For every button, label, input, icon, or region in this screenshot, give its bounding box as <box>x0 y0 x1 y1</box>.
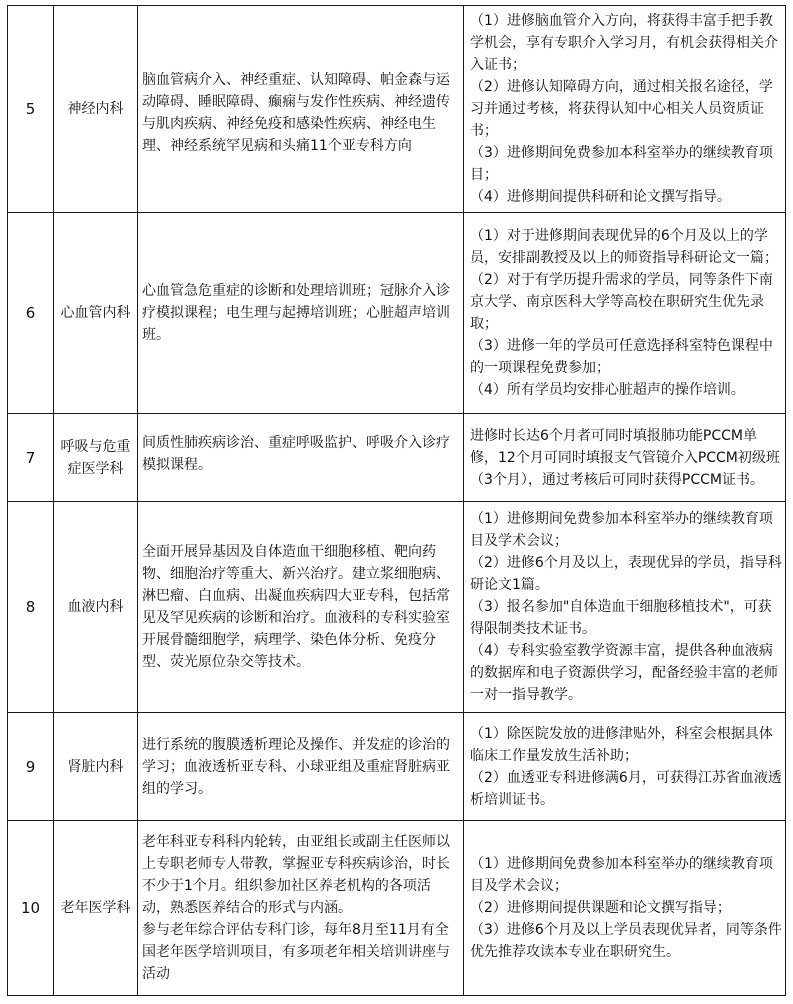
description-text: 进行系统的腹膜透析理论及操作、并发症的诊治的学习；血液透析亚专科、小球亚组及重症肾脏病亚组的学习。 <box>142 736 450 797</box>
description-text: 间质性肺疾病诊治、重症呼吸监护、呼吸介入诊疗模拟课程。 <box>142 435 450 473</box>
description-text: 参与老年综合评估专科门诊，每年8月至11月有全国老年医学培训项目，有多项老年相关培训讲座与活动 <box>142 922 450 982</box>
description-text: 脑血管病介入、神经重症、认知障碍、帕金森与运动障碍、睡眠障碍、癫痫与发作性疾病、神经遗传与肌肉疾病、神经免疫和感染性疾病、神经电生理、神经系统罕见病和头痛11个亚专科方向 <box>142 72 450 154</box>
training-table <box>7 5 786 996</box>
benefit-item: （4）专科实验室教学资源丰富，提供各种血液病的数据库和电子资源供学习，配备经验丰富的老师一对一指导教学。 <box>470 643 778 703</box>
benefits-cell <box>464 821 786 996</box>
benefit-item: （4）进修期间提供科研和论文撰写指导。 <box>470 189 731 205</box>
training-description <box>138 502 464 713</box>
training-description <box>138 713 464 821</box>
table-row <box>8 713 786 821</box>
description-text: 老年科亚专科科内轮转，由亚组长或副主任医师以上专职老师专人带教，掌握亚专科疾病诊治，时长不少于1个月。组织参加社区养老机构的各项活动，熟悉医养结合的形式与内涵。 <box>142 834 450 916</box>
benefit-item: （4）所有学员均安排心脏超声的操作培训。 <box>470 382 745 398</box>
benefit-item: 进修时长达6个月者可同时填报肺功能PCCM单修，12个月可同时填报支气管镜介入PCCM初级班（3个月），通过考核后可同时获得PCCM证书。 <box>470 427 780 488</box>
benefits-cell <box>464 502 786 713</box>
benefits-cell <box>464 713 786 821</box>
row-index: 10 <box>8 821 54 996</box>
benefit-item: （3）进修一年的学员可任意选择科室特色课程中的一项课程免费参加； <box>470 338 773 376</box>
row-index: 7 <box>8 414 54 502</box>
benefit-item: （2）进修期间提供课题和论文撰写指导； <box>470 900 731 916</box>
row-index: 6 <box>8 213 54 414</box>
benefits-cell <box>464 6 786 213</box>
benefit-item: （3）进修期间免费参加本科室举办的继续教育项目； <box>470 145 773 183</box>
table-row <box>8 213 786 414</box>
benefits-cell <box>464 414 786 502</box>
table-row <box>8 502 786 713</box>
benefit-item: （3）进修6个月及以上学员表现优异者，同等条件优先推荐攻读本专业在职研究生。 <box>470 922 782 960</box>
training-description <box>138 821 464 996</box>
department-name: 血液内科 <box>54 502 138 713</box>
benefit-item: （1）进修期间免费参加本科室举办的继续教育项目及学术会议； <box>470 511 773 549</box>
benefit-item: （2）对于有学历提升需求的学员，同等条件下南京大学、南京医科大学等高校在职研究生优先录取； <box>470 272 773 332</box>
row-index: 5 <box>8 6 54 213</box>
department-name: 神经内科 <box>54 6 138 213</box>
training-description <box>138 6 464 213</box>
benefits-cell <box>464 213 786 414</box>
description-text: 心血管急危重症的诊断和处理培训班；冠脉介入诊疗模拟课程；电生理与起搏培训班；心脏超声培训班。 <box>142 283 450 343</box>
table-row <box>8 6 786 213</box>
description-text: 全面开展异基因及自体造血干细胞移植、靶向药物、细胞治疗等重大、新兴治疗。建立浆细胞病、淋巴瘤、白血病、出凝血疾病四大亚专科，包括常见及罕见疾病的诊断和治疗。血液科的专科实验室开展骨髓细胞学，病理学、染色体分析、免疫分型、荧光原位杂交等技术。 <box>142 544 450 670</box>
benefit-item: （1）除医院发放的进修津贴外，科室会根据具体临床工作量发放生活补助； <box>470 725 773 764</box>
department-name: 老年医学科 <box>54 821 138 996</box>
training-description <box>138 213 464 414</box>
department-name: 肾脏内科 <box>54 713 138 821</box>
table-row <box>8 821 786 996</box>
department-name: 呼吸与危重症医学科 <box>54 414 138 502</box>
benefit-item: （2）进修认知障碍方向，通过相关报名途径，学习并通过考核，将获得认知中心相关人员资质证书； <box>470 79 773 139</box>
benefit-item: （2）进修6个月及以上，表现优异的学员，指导科研论文1篇。 <box>470 555 782 593</box>
training-description <box>138 414 464 502</box>
benefit-item: （1）对于进修期间表现优异的6个月及以上的学员，安排副教授及以上的师资指导科研论文一篇； <box>470 228 778 266</box>
benefit-item: （3）报名参加"自体造血干细胞移植技术"，可获得限制类技术证书。 <box>470 599 772 637</box>
benefit-item: （1）进修期间免费参加本科室举办的继续教育项目及学术会议； <box>470 856 773 894</box>
benefit-item: （1）进修脑血管介入方向，将获得丰富手把手教学机会，享有专职介入学习月，有机会获得相关介入证书； <box>470 13 778 73</box>
department-name: 心血管内科 <box>54 213 138 414</box>
benefit-item: （2）血透亚专科进修满6月，可获得江苏省血液透析培训证书。 <box>470 769 782 808</box>
row-index: 9 <box>8 713 54 821</box>
row-index: 8 <box>8 502 54 713</box>
table-row <box>8 414 786 502</box>
